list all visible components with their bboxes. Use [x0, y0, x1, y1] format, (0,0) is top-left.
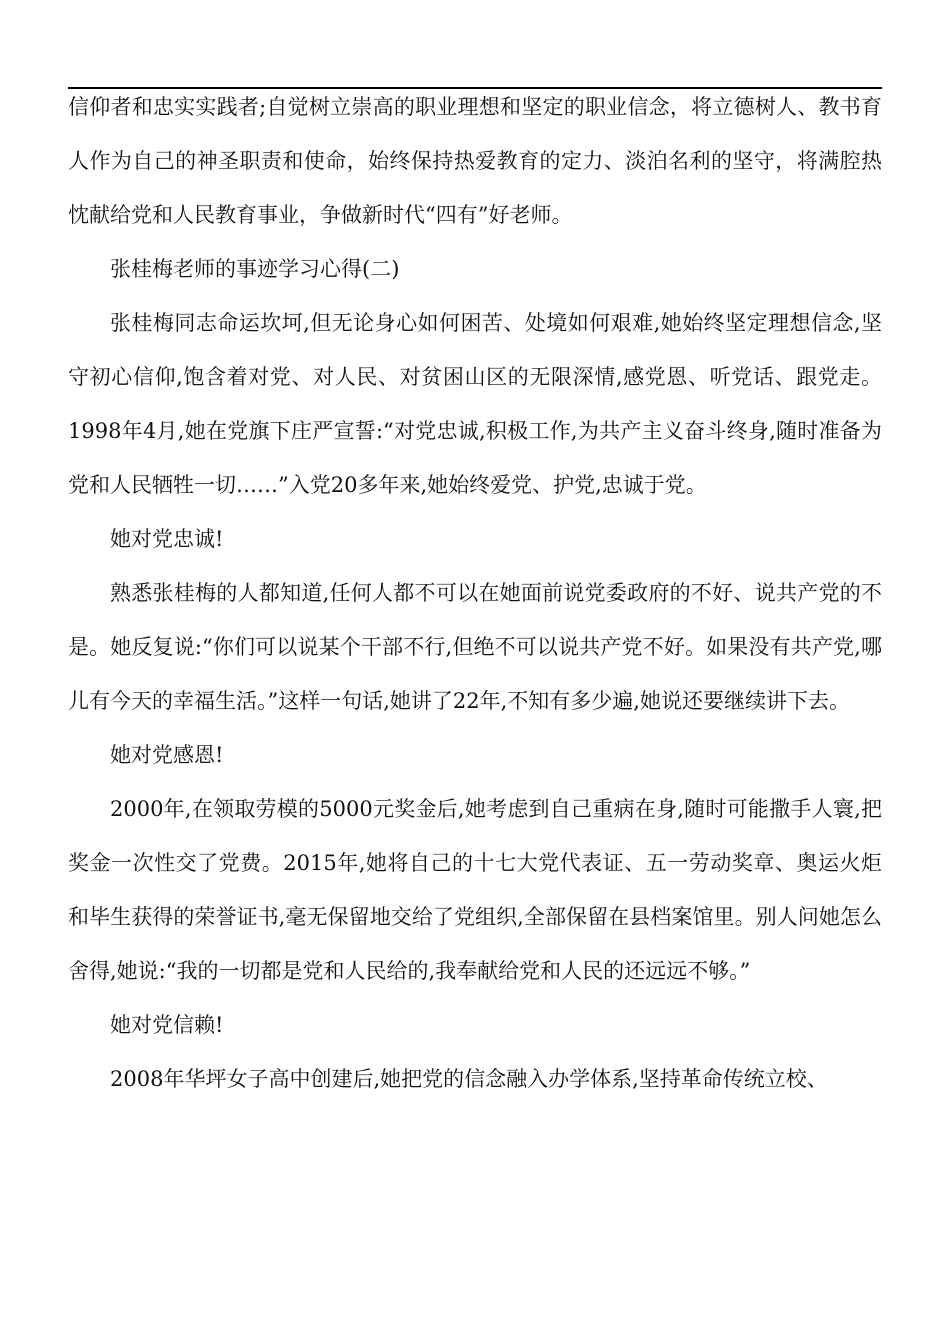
paragraph: 熟悉张桂梅的人都知道,任何人都不可以在她面前说党委政府的不好、说共产党的不是。她反复说:“你们可以说某个干部不行,但绝不可以说共产党不好。如果没有共产党,哪儿有今天的幸福生活。”这样一句话,她讲了22年,不知有多少遍,她说还要继续讲下去。 [68, 581, 882, 713]
subheading: 她对党信赖! [110, 1013, 224, 1037]
paragraph: 2008年华坪女子高中创建后,她把党的信念融入办学体系,坚持革命传统立校、 [110, 1067, 828, 1091]
document-body [68, 80, 882, 1106]
subheading: 她对党感恩! [110, 743, 224, 767]
paragraph: 2000年,在领取劳模的5000元奖金后,她考虑到自己重病在身,随时可能撒手人寰,把奖金一次性交了党费。2015年,她将自己的十七大党代表证、五一劳动奖章、奥运火炬和毕生获得的荣誉证书,毫无保留地交给了党组织,全部保留在县档案馆里。别人问她怎么舍得,她说:“我的一切都是党和人民给的,我奉献给党和人民的还远远不够。” [68, 797, 882, 983]
section-heading: 张桂梅老师的事迹学习心得(二) [110, 257, 400, 281]
paragraph-continuation: 信仰者和忠实实践者;自觉树立崇高的职业理想和坚定的职业信念，将立德树人、教书育人作为自己的神圣职责和使命，始终保持热爱教育的定力、淡泊名利的坚守，将满腔热忱献给党和人民教育事业，争做新时代“四有”好老师。 [68, 95, 882, 227]
paragraph: 张桂梅同志命运坎坷,但无论身心如何困苦、处境如何艰难,她始终坚定理想信念,坚守初心信仰,饱含着对党、对人民、对贫困山区的无限深情,感党恩、听党话、跟党走。1998年4月,她在党旗下庄严宣誓:“对党忠诚,积极工作,为共产主义奋斗终身,随时准备为党和人民牺牲一切……”入党20多年来,她始终爱党、护党,忠诚于党。 [68, 311, 882, 497]
subheading: 她对党忠诚! [110, 527, 224, 551]
